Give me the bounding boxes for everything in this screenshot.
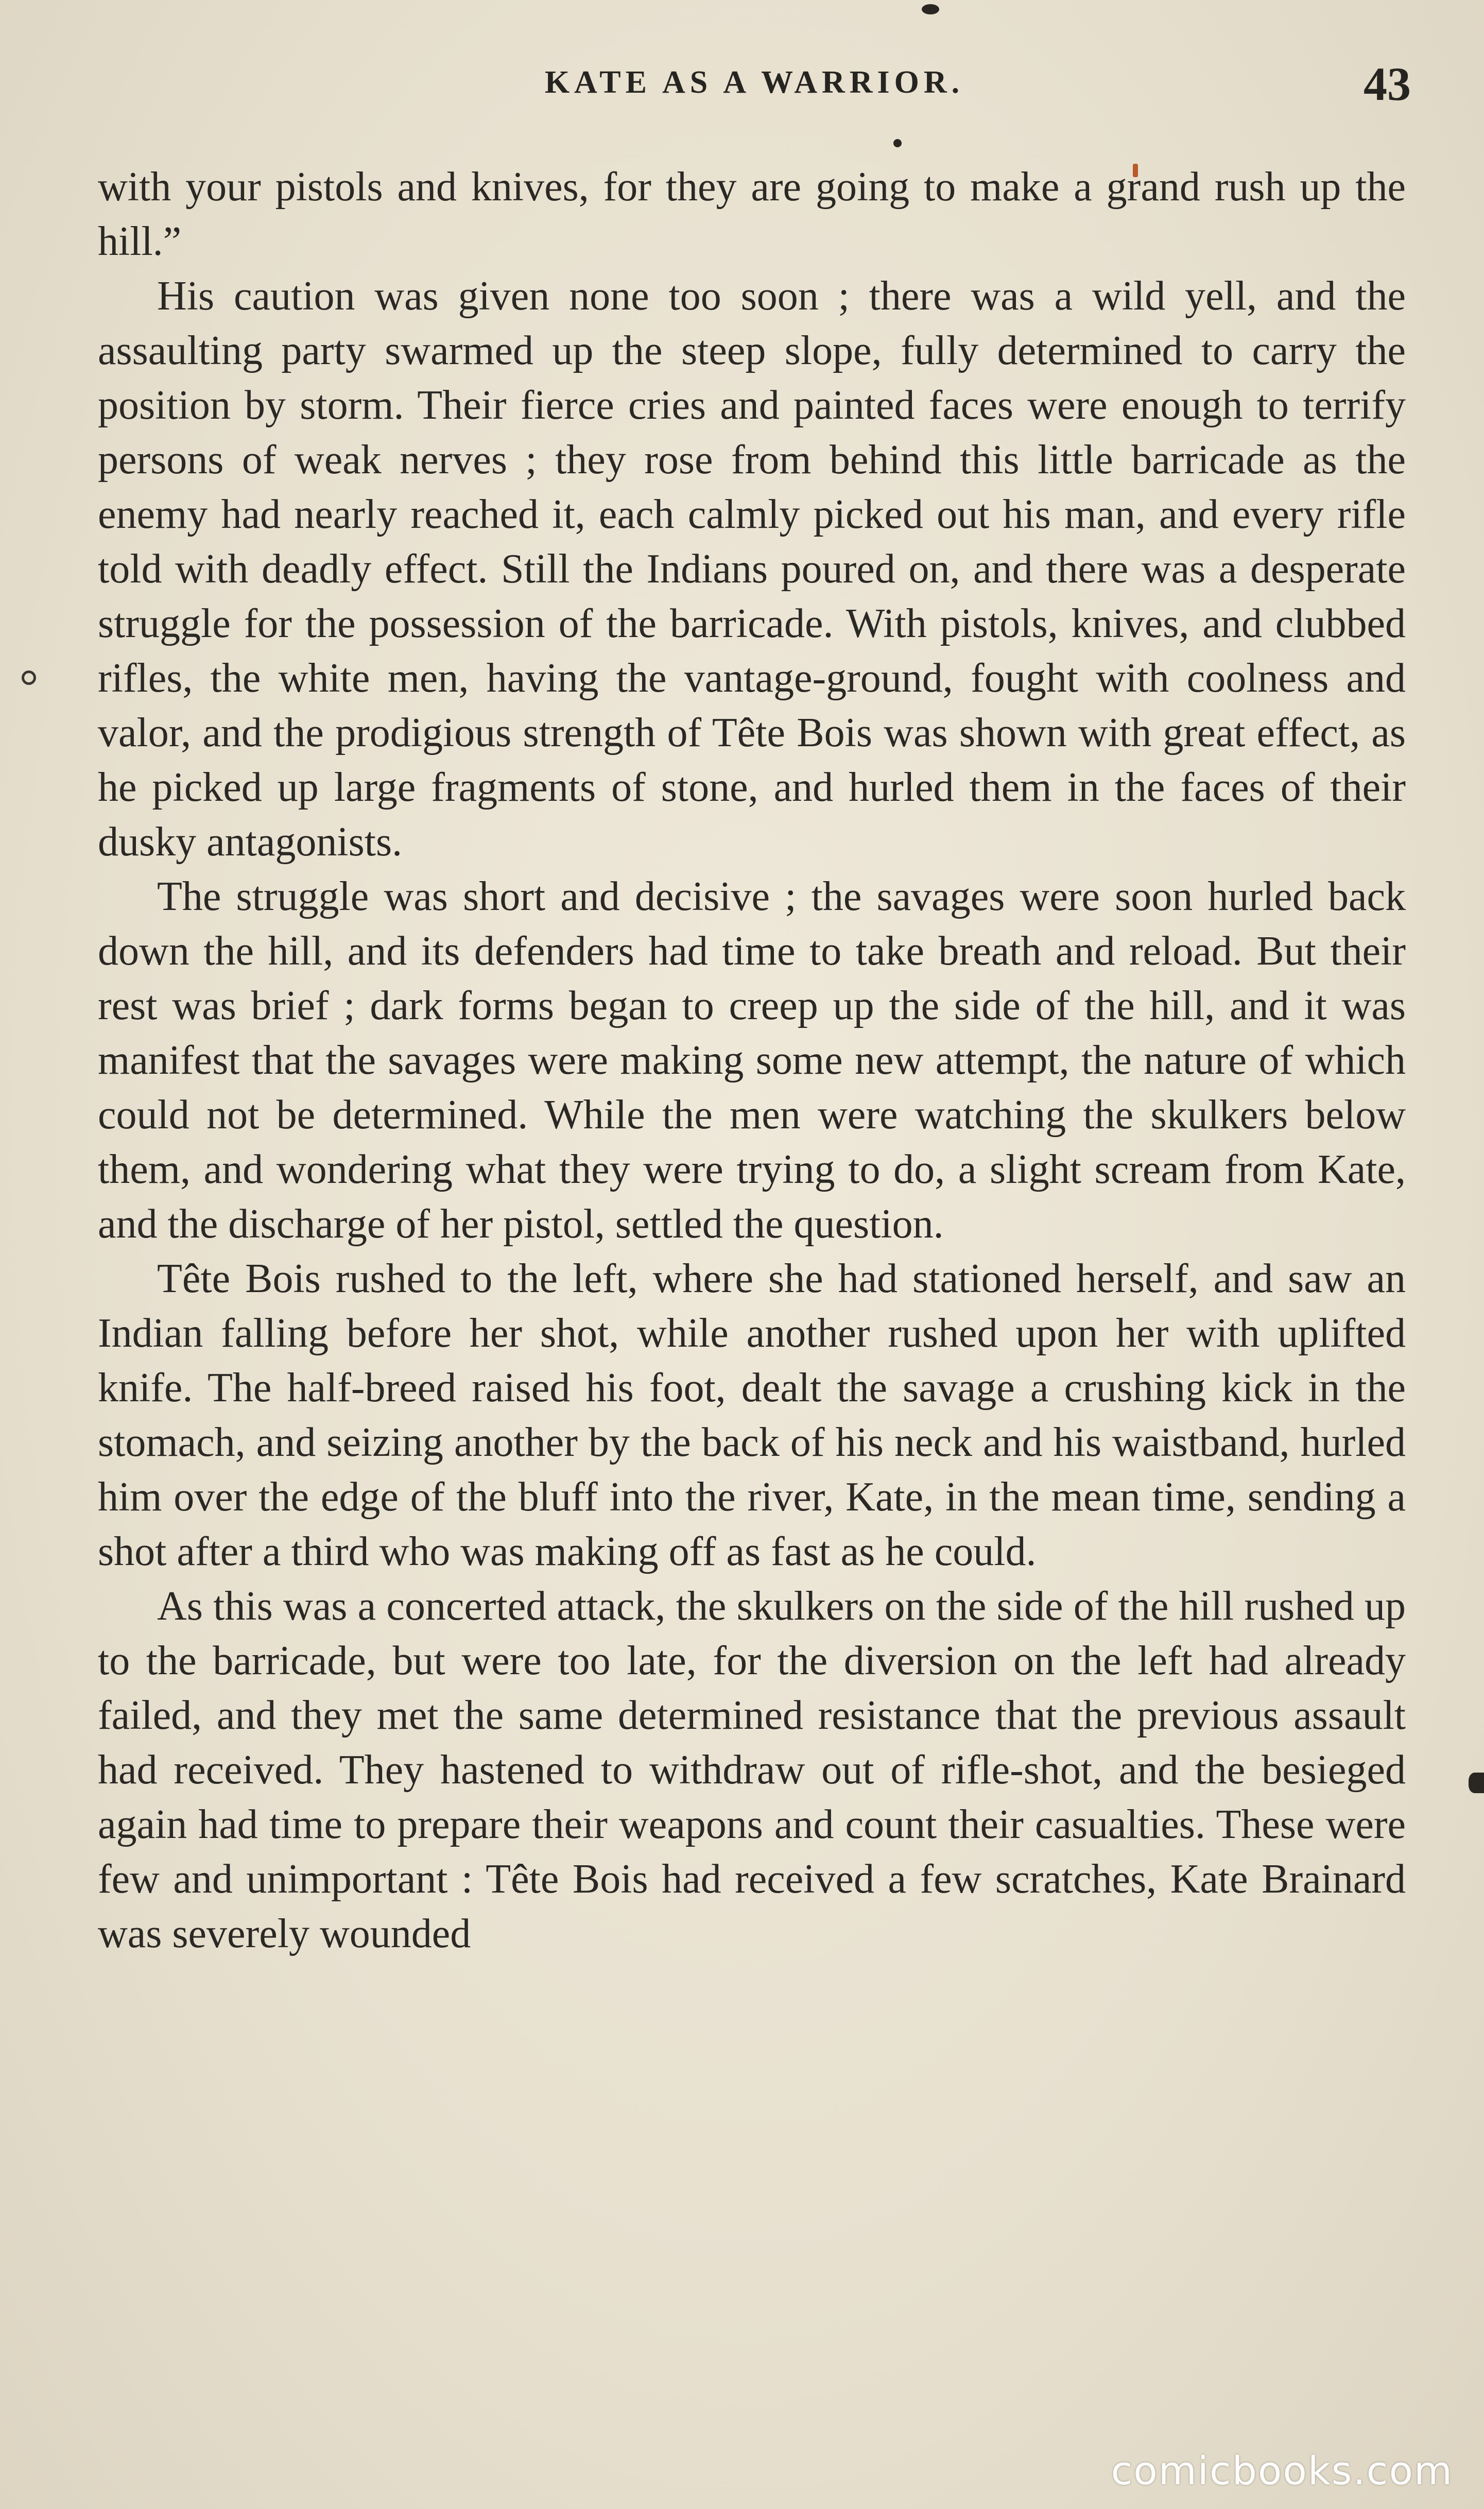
ink-speck bbox=[893, 139, 902, 147]
page-number: 43 bbox=[1364, 58, 1411, 110]
ink-speck bbox=[22, 671, 36, 685]
paragraph-continued: with your pistols and knives, for they are going to make a grand rush up the hill.” bbox=[98, 164, 1406, 264]
site-watermark: comicbooks.com bbox=[1111, 2448, 1453, 2494]
paragraph: The struggle was short and decisive ; the savages were soon hurled back down the hill, and its defenders had time to take breath and reload. But their rest was brief ; dark forms began to creep up the side of the hill, and it was manifest that the savages were making some new attempt, the nature of which could not be determined. While the men were watching the skulkers below them, and wondering what they were trying to do, a slight scream from Kate, and the discharge of her pistol, settled the question. bbox=[98, 874, 1406, 1247]
paragraph: Tête Bois rushed to the left, where she had stationed herself, and saw an Indian falling before her shot, while another rushed upon her with uplifted knife. The half-breed raised his foot, dealt the savage a crushing kick in the stomach, and seizing another by the back of his neck and his waistband, hurled him over the edge of the bluff into the river, Kate, in the mean time, sending a shot after a third who was making off as fast as he could. bbox=[98, 1256, 1406, 1574]
page-header bbox=[98, 59, 1411, 121]
paragraph: As this was a concerted attack, the skulkers on the side of the hill rushed up to the barricade, but were too late, for the diversion on the left had already failed, and they met the same determined resistance that the previous assault had received. They hastened to withdraw out of rifle-shot, and the besieged again had time to prepare their weapons and count their casualties. These were few and unimportant : Tête Bois had received a few scratches, Kate Brainard was severely wounded bbox=[98, 1584, 1406, 1956]
ink-speck bbox=[922, 4, 939, 14]
running-head: KATE AS A WARRIOR. bbox=[544, 65, 964, 100]
paragraph: His caution was given none too soon ; there was a wild yell, and the assaulting party swarmed up the steep slope, fully determined to carry the position by storm. Their fierce cries and painted faces were enough to terrify persons of weak nerves ; they rose from behind this little barricade as the enemy had nearly reached it, each calmly picked out his man, and every rifle told with deadly effect. Still the Indians poured on, and there was a desperate struggle for the possession of the barricade. With pistols, knives, and clubbed rifles, the white men, having the vantage-ground, fought with coolness and valor, and the prodigious strength of Tête Bois was shown with great effect, as he picked up large fragments of stone, and hurled them in the faces of their dusky antagonists. bbox=[98, 273, 1406, 865]
body-text bbox=[98, 160, 1406, 1961]
ink-speck bbox=[1469, 1773, 1484, 1793]
